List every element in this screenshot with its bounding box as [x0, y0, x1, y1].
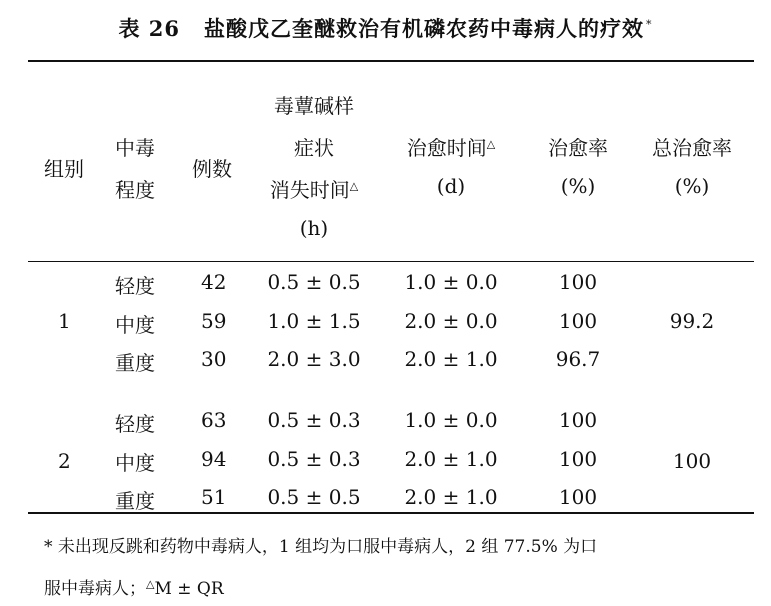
group-id: 1	[58, 309, 71, 333]
header-severity-line1: 中毒	[115, 136, 155, 160]
triangle-mark: △	[146, 577, 155, 591]
severity-cell: 轻度	[115, 412, 155, 436]
cure-time-cell: 2.0 ± 1.0	[404, 347, 498, 371]
total-rate-cell: 99.2	[669, 309, 715, 333]
severity-cell: 中度	[115, 451, 155, 475]
header-count: 例数	[192, 157, 232, 181]
header-symptom-line3-text: 消失时间	[269, 178, 350, 202]
header-severity-line2: 程度	[115, 178, 155, 202]
header-symptom-unit: (h)	[299, 216, 329, 240]
cure-time-cell: 2.0 ± 1.0	[404, 485, 498, 509]
header-rule	[28, 261, 754, 262]
header-symptom-line1: 毒蕈碱样	[274, 94, 354, 118]
cure-rate-cell: 96.7	[555, 347, 601, 371]
triangle-mark: △	[486, 137, 496, 151]
group-id: 2	[58, 449, 71, 473]
cure-rate-cell: 100	[558, 270, 598, 294]
table-title	[0, 13, 771, 43]
table-number: 表 26	[118, 16, 181, 41]
cure-rate-cell: 100	[558, 447, 598, 471]
count-cell: 63	[201, 408, 227, 432]
footnote-line2-end: M ± QR	[154, 579, 224, 599]
header-group: 组别	[44, 157, 84, 181]
header-cure-time-unit: (d)	[436, 174, 466, 198]
symptom-cell: 1.0 ± 1.5	[267, 309, 361, 333]
symptom-cell: 0.5 ± 0.5	[267, 270, 361, 294]
count-cell: 42	[201, 270, 227, 294]
cure-time-cell: 1.0 ± 0.0	[404, 270, 498, 294]
cure-rate-cell: 100	[558, 408, 598, 432]
footnote-line1: * 未出现反跳和药物中毒病人，1 组均为口服中毒病人，2 组 77.5% 为口	[44, 537, 598, 557]
cure-rate-cell: 100	[558, 485, 598, 509]
severity-cell: 重度	[115, 489, 155, 513]
symptom-cell: 0.5 ± 0.3	[267, 447, 361, 471]
cure-rate-cell: 100	[558, 309, 598, 333]
count-cell: 51	[201, 485, 227, 509]
footnote-line2	[44, 574, 224, 599]
title-footnote-mark: *	[646, 18, 653, 31]
header-cure-time-text: 治愈时间	[406, 136, 487, 160]
header-cure-time	[407, 132, 495, 161]
footnote-line2-text: 服中毒病人；	[44, 579, 146, 599]
severity-cell: 重度	[115, 351, 155, 375]
total-rate-cell: 100	[672, 449, 712, 473]
triangle-mark: △	[349, 179, 359, 193]
symptom-cell: 0.5 ± 0.5	[267, 485, 361, 509]
header-total-rate-unit: (%)	[674, 174, 710, 198]
table-title-text: 盐酸戊乙奎醚救治有机磷农药中毒病人的疗效	[204, 16, 645, 41]
cure-time-cell: 2.0 ± 0.0	[404, 309, 498, 333]
header-total-rate: 总治愈率	[652, 136, 732, 160]
top-rule	[28, 60, 754, 62]
count-cell: 94	[201, 447, 227, 471]
count-cell: 30	[201, 347, 227, 371]
symptom-cell: 2.0 ± 3.0	[267, 347, 361, 371]
symptom-cell: 0.5 ± 0.3	[267, 408, 361, 432]
header-cure-rate: 治愈率	[548, 136, 608, 160]
severity-cell: 中度	[115, 313, 155, 337]
header-symptom-line2: 症状	[294, 136, 334, 160]
header-cure-rate-unit: (%)	[560, 174, 596, 198]
header-symptom-line3	[270, 174, 358, 203]
severity-cell: 轻度	[115, 274, 155, 298]
count-cell: 59	[201, 309, 227, 333]
cure-time-cell: 1.0 ± 0.0	[404, 408, 498, 432]
cure-time-cell: 2.0 ± 1.0	[404, 447, 498, 471]
